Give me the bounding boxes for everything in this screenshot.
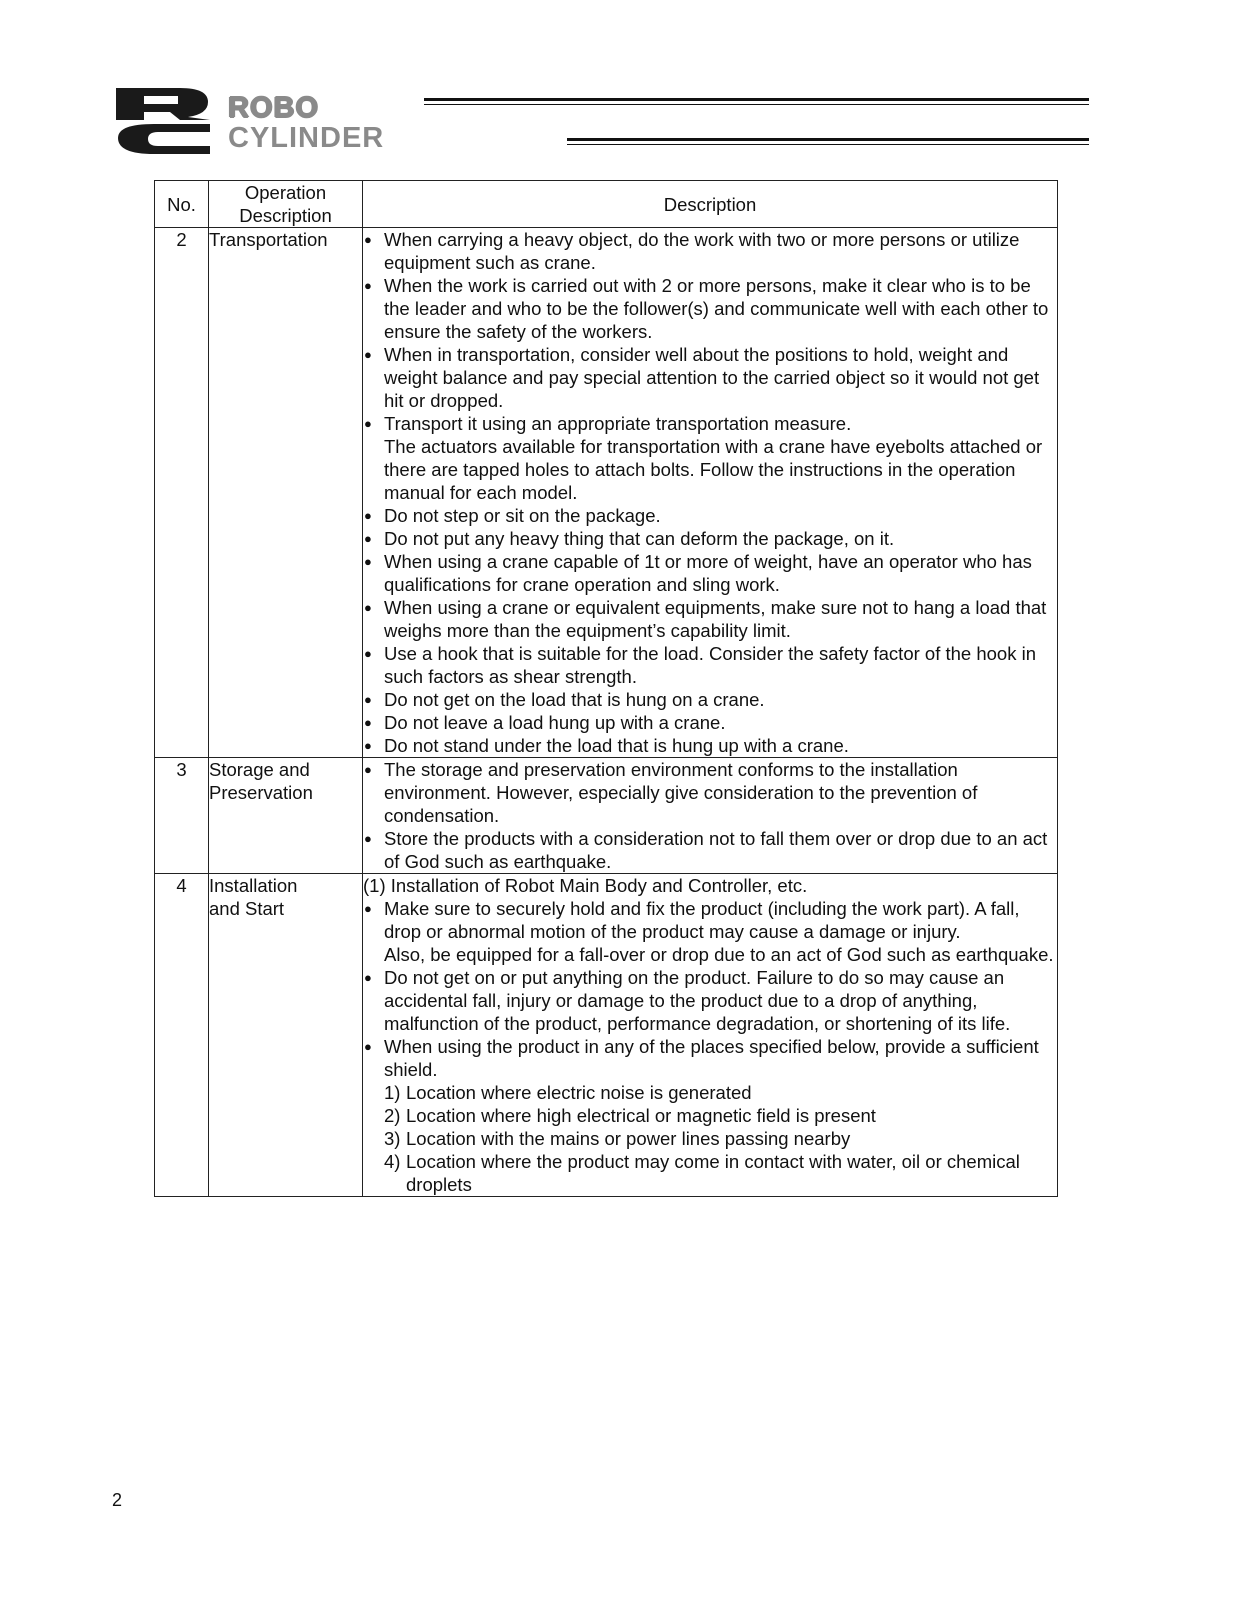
row-description xyxy=(363,228,1058,758)
bullet-text: Transport it using an appropriate transportation measure. xyxy=(384,413,852,434)
header-rule-top-thin xyxy=(424,104,1089,105)
row-number: 3 xyxy=(155,758,209,874)
location-list xyxy=(363,1081,1057,1196)
list-item xyxy=(363,274,1057,343)
bullet-text: Do not put any heavy thing that can deform the package, on it. xyxy=(384,528,895,549)
list-item xyxy=(363,711,1057,734)
logo-text-cylinder: CYLINDER xyxy=(228,122,385,154)
header-rule-bottom xyxy=(567,138,1089,141)
list-item xyxy=(363,1035,1057,1081)
logo-text-robo: ROBO xyxy=(228,92,319,124)
row-operation: Transportation xyxy=(209,228,363,758)
location-number: 3) xyxy=(384,1128,401,1149)
location-text: Location where electric noise is generated xyxy=(406,1082,752,1103)
list-item xyxy=(363,758,1057,827)
table-header-row xyxy=(155,181,1058,228)
bullet-text: When in transportation, consider well about the positions to hold, weight and weight balance and pay special attention to the carried object so it would not get hit or dropped. xyxy=(384,344,1040,411)
row-number: 2 xyxy=(155,228,209,758)
list-item xyxy=(363,827,1057,873)
bullet-list xyxy=(363,228,1057,757)
bullet-text: The storage and preservation environment conforms to the installation environment. However, especially give consideration to the prevention of condensation. xyxy=(384,759,978,826)
header-rule-top xyxy=(424,98,1089,101)
list-item xyxy=(363,504,1057,527)
list-item xyxy=(363,412,1057,504)
list-item xyxy=(363,228,1057,274)
operation-table xyxy=(154,180,1058,1197)
bullet-text: When carrying a heavy object, do the work with two or more persons or utilize equipment such as crane. xyxy=(384,229,1020,273)
robo-cylinder-logo-mark xyxy=(114,86,212,156)
location-number: 1) xyxy=(384,1082,401,1103)
row-operation: Storage and Preservation xyxy=(209,758,363,874)
location-text: Location where high electrical or magnetic field is present xyxy=(406,1105,876,1126)
row-description xyxy=(363,874,1058,1197)
list-item xyxy=(363,343,1057,412)
location-item xyxy=(384,1127,1057,1150)
list-item xyxy=(363,897,1057,966)
list-item xyxy=(363,642,1057,688)
bullet-text: Do not step or sit on the package. xyxy=(384,505,661,526)
header-description: Description xyxy=(363,181,1058,228)
location-item xyxy=(384,1081,1057,1104)
table-body xyxy=(155,228,1058,1197)
location-text: Location with the mains or power lines passing nearby xyxy=(406,1128,851,1149)
bullet-subtext: Also, be equipped for a fall-over or drop due to an act of God such as earthquake. xyxy=(384,944,1054,965)
list-item xyxy=(363,688,1057,711)
row-operation: Installation and Start xyxy=(209,874,363,1197)
list-item xyxy=(363,527,1057,550)
list-item xyxy=(363,596,1057,642)
location-item xyxy=(384,1104,1057,1127)
list-item xyxy=(363,550,1057,596)
bullet-text: Do not stand under the load that is hung up with a crane. xyxy=(384,735,849,756)
header-rule-bottom-thin xyxy=(567,144,1089,145)
row-description xyxy=(363,758,1058,874)
location-text: Location where the product may come in contact with water, oil or chemical droplets xyxy=(406,1151,1020,1195)
list-item xyxy=(363,734,1057,757)
bullet-text: When using the product in any of the places specified below, provide a sufficient shield. xyxy=(384,1036,1039,1080)
header-operation-description xyxy=(209,181,363,228)
bullet-text: Store the products with a consideration not to fall them over or drop due to an act of God such as earthquake. xyxy=(384,828,1048,872)
header-operation-text: Operation Description xyxy=(239,182,332,226)
bullet-list xyxy=(363,758,1057,873)
bullet-list xyxy=(363,897,1057,1081)
location-number: 2) xyxy=(384,1105,401,1126)
row-number: 4 xyxy=(155,874,209,1197)
list-item xyxy=(363,966,1057,1035)
table-row xyxy=(155,758,1058,874)
location-item xyxy=(384,1150,1057,1196)
table-row xyxy=(155,228,1058,758)
bullet-text: Do not get on or put anything on the product. Failure to do so may cause an accidental fall, injury or damage to the product due to a drop of anything, malfunction of the product, performance degradation, or shortening of its life. xyxy=(384,967,1011,1034)
bullet-text: Do not get on the load that is hung on a crane. xyxy=(384,689,765,710)
header-no: No. xyxy=(155,181,209,228)
bullet-text: Do not leave a load hung up with a crane. xyxy=(384,712,726,733)
bullet-text: When using a crane capable of 1t or more of weight, have an operator who has qualifications for crane operation and sling work. xyxy=(384,551,1032,595)
bullet-text: When using a crane or equivalent equipments, make sure not to hang a load that weighs more than the equipment’s capability limit. xyxy=(384,597,1047,641)
bullet-text: Make sure to securely hold and fix the product (including the work part). A fall, drop or abnormal motion of the product may cause a damage or injury. xyxy=(384,898,1020,942)
description-intro: (1) Installation of Robot Main Body and Controller, etc. xyxy=(363,875,808,896)
bullet-text: When the work is carried out with 2 or more persons, make it clear who is to be the leader and who to be the follower(s) and communicate well with each other to ensure the safety of the workers. xyxy=(384,275,1049,342)
table-row xyxy=(155,874,1058,1197)
bullet-subtext: The actuators available for transportation with a crane have eyebolts attached or there are tapped holes to attach bolts. Follow the instructions in the operation manual for each model. xyxy=(384,436,1043,503)
bullet-text: Use a hook that is suitable for the load. Consider the safety factor of the hook in such factors as shear strength. xyxy=(384,643,1036,687)
page-number: 2 xyxy=(112,1490,123,1510)
location-number: 4) xyxy=(384,1151,401,1172)
